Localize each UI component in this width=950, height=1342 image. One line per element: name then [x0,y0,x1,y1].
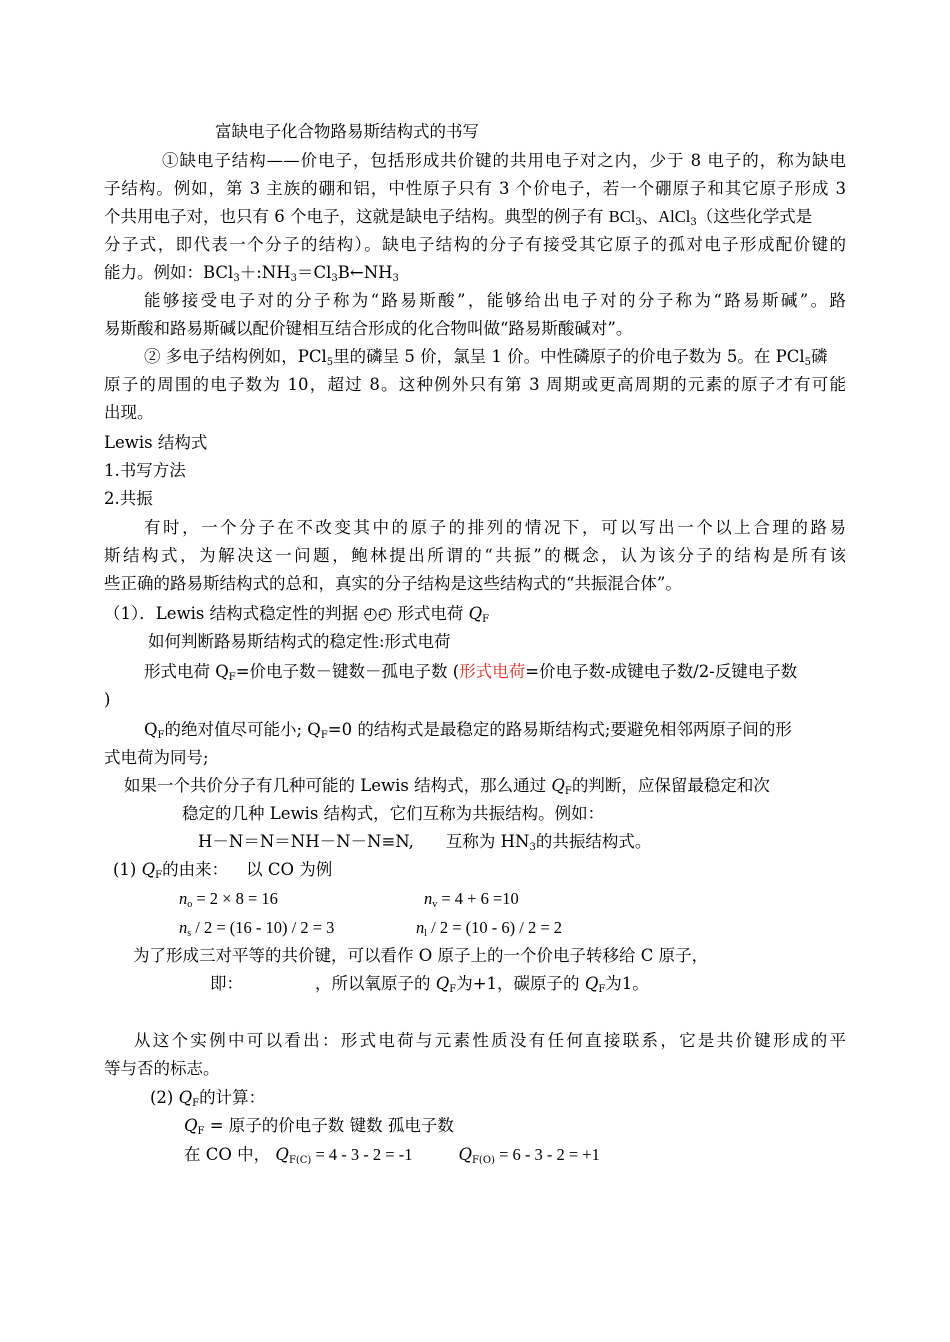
para-1-line-3: 个共用电子对，也只有 6 个电子，这就是缺电子结构。典型的例子有 BCl$_3$、AlCl$_3$（这些化学式是 [104,207,813,228]
para-7: 为了形成三对平等的共价键，可以看作 O 原子上的一个价电子转移给 C 原子， [133,946,709,965]
para-9-line-2: 等与否的标志。 [104,1059,220,1078]
section-qf-origin: (1) $Q_F$的由来： 以 CO 为例 [113,860,333,881]
para-4-line-2: 斯结构式，为解决这一问题，鲍林提出所谓的“共振”的概念，认为该分子的结构是所有该 [104,546,846,565]
para-5-line-1: $Q_F$的绝对值尽可能小; $Q_F=0$ 的结构式是最稳定的路易斯结构式;要避免相邻两原子间的形 [144,720,792,741]
equation-qf-definition: $Q_F$ = 原子的价电子数 键数 孤电子数 [184,1116,454,1137]
para-1-line-5: 能力。例如：$BCl_3+:NH_3=Cl_3B\leftarrow NH_3$ [104,263,399,284]
para-3-line-1: ② 多电子结构例如，PCl$_5$里的磷呈 5 价，氯呈 1 价。中性磷原子的价电子数为 5。在 PCl$_5$磷 [144,347,828,368]
equation-no: $n_o = 2 \times 8 = 16$ [179,889,278,910]
heading-writing-method: 1.书写方法 [104,461,186,480]
formal-charge-formula: 形式电荷 $Q_F=$价电子数－键数－孤电子数 (形式电荷=价电子数-成键电子数/2-反键电子数 [144,662,798,683]
equation-nv: $n_v = 4 + 6 =10$ [424,889,519,910]
formal-charge-red-text: 形式电荷 [459,662,526,681]
formal-charge-formula-close: ) [104,690,111,709]
para-3-line-3: 出现。 [104,403,154,422]
para-4-line-1: 有时，一个分子在不改变其中的原子的排列的情况下，可以写出一个以上合理的路易 [144,518,846,537]
doc-title: 富缺电子化合物路易斯结构式的书写 [215,122,479,141]
equation-co-values: 在 CO 中， $Q_{F(C)} = 4 - 3 - 2 = -1$ $Q_{F(O)} = 6 - 3 - 2 = +1$ [184,1145,600,1166]
para-4-line-3: 些正确的路易斯结构式的总和，真实的分子结构是这些结构式的“共振混合体”。 [104,574,682,593]
para-1-line-1: ①缺电子结构——价电子，包括形成共价键的共用电子对之内，少于 8 电子的，称为缺电 [162,151,846,170]
para-8: 即： ，所以氧原子的 $Q_F$为+1，碳原子的 $Q_F$为1。 [210,974,649,995]
section-qf-calculation: (2) $Q_F$的计算： [150,1088,266,1109]
para-5-line-2: 式电荷为同号; [104,748,209,767]
equation-nl: $n_l / 2 = (10 - 6) / 2 = 2$ [416,918,563,939]
equation-ns: $n_s / 2 = (16 - 10) / 2 = 3$ [179,918,335,939]
para-6-line-1: 如果一个共价分子有几种可能的 Lewis 结构式，那么通过 $Q_F$的判断，应保留最稳定和次 [124,776,770,797]
para-3-line-2: 原子的周围的电子数为 10，超过 8。这种例外只有第 3 周期或更高周期的元素的原子才有可能 [104,375,846,394]
section-1-subheading: 如何判断路易斯结构式的稳定性:形式电荷 [148,632,451,651]
para-6-line-2: 稳定的几种 Lewis 结构式，它们互称为共振结构。例如： [182,804,605,823]
hn3-resonance-line: H－N＝N＝NH－N－N≡N, 互称为 $HN_3$的共振结构式。 [198,832,652,853]
para-2-line-2: 易斯酸和路易斯碱以配价键相互结合形成的化合物叫做“路易斯酸碱对”。 [104,319,633,338]
para-9-line-1: 从这个实例中可以看出：形式电荷与元素性质没有任何直接联系，它是共价键形成的平 [134,1031,846,1050]
para-2-line-1: 能够接受电子对的分子称为“路易斯酸”，能够给出电子对的分子称为“路易斯碱”。路 [144,291,846,310]
heading-resonance: 2.共振 [104,489,153,508]
para-1-line-4: 分子式，即代表一个分子的结构）。缺电子结构的分子有接受其它原子的孤对电子形成配价键的 [104,235,846,254]
section-1-heading: （1）．Lewis 结构式稳定性的判据 ◴◴ 形式电荷 $Q_F$ [104,604,490,625]
para-1-line-2: 子结构。例如，第 3 主族的硼和铝，中性原子只有 3 个价电子，若一个硼原子和其它原子形成 3 [104,179,846,198]
heading-lewis: Lewis 结构式 [104,433,208,452]
